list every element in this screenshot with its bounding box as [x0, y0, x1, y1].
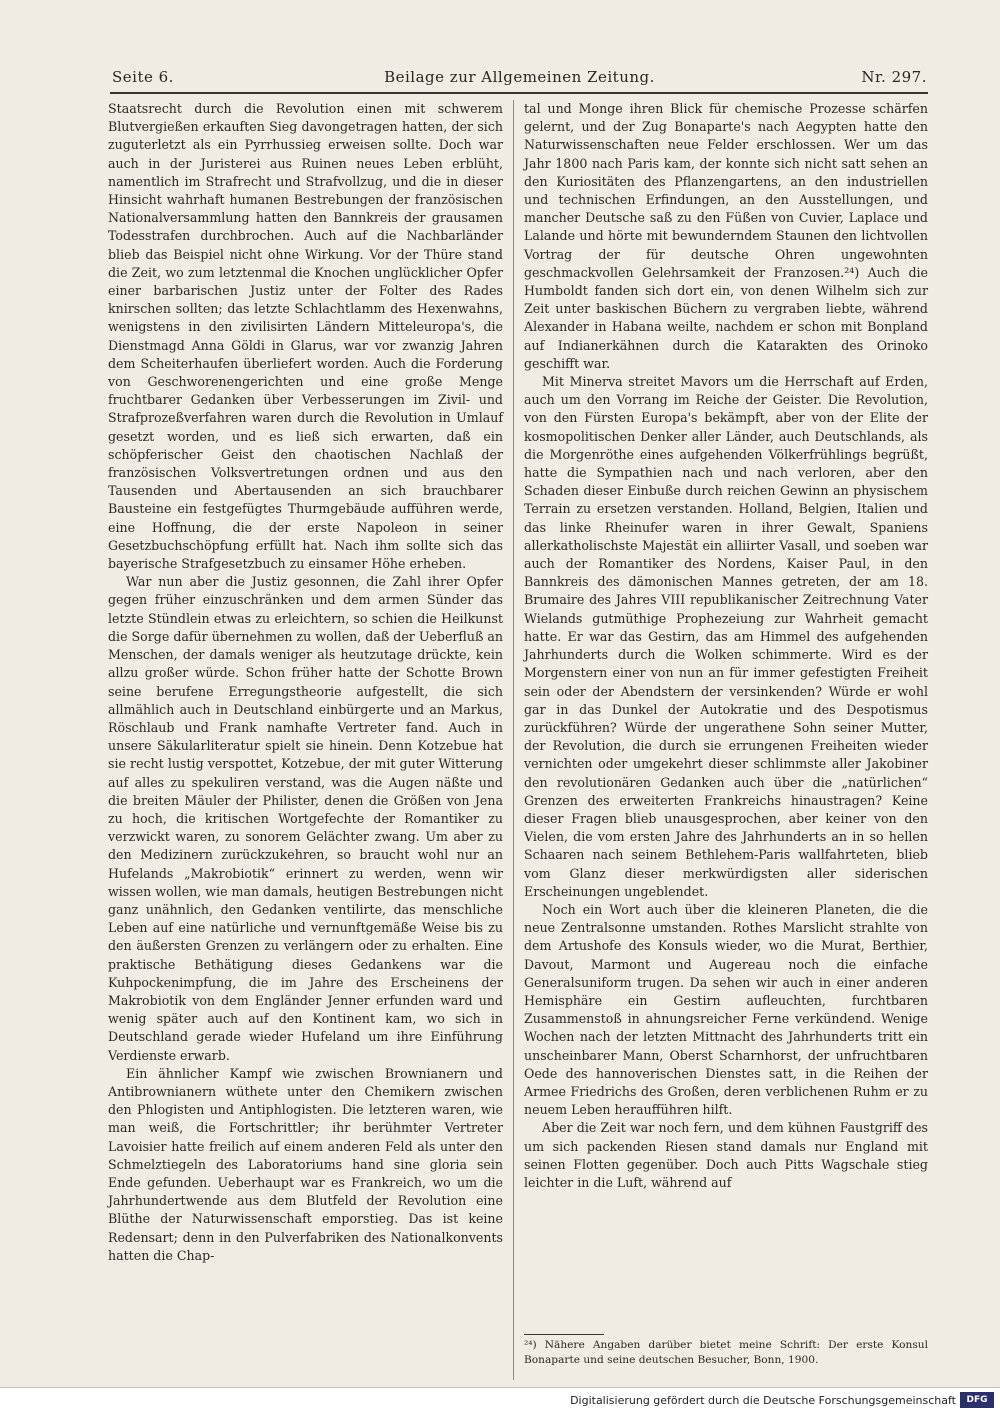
page-header	[112, 64, 927, 90]
digitization-footer	[0, 1387, 1000, 1414]
column-divider	[513, 100, 514, 1380]
footnote: ²⁴) Nähere Angaben darüber bietet meine Schrift: Der erste Konsul Bonaparte und seine deutschen Besucher, Bonn, 1900.	[524, 1339, 928, 1366]
footnote-rule	[524, 1334, 604, 1335]
left-column	[108, 100, 503, 1325]
paragraph: War nun aber die Justiz gesonnen, die Zahl ihrer Opfer gegen früher einzuschränken und dem armen Sünder das letzte Stündlein etwas zu erleichtern, so schien die Heilkunst die Sorge dafür übernehmen zu wollen, daß der Ueberfluß an Menschen, der damals weniger als heutzutage drückte, kein allzu großer würde. Schon früher hatte der Schotte Brown seine berufene Erregungstheorie aufgestellt, die sich allmählich auch in Deutschland einbürgerte und an Markus, Röschlaub und Frank namhafte Vertreter fand. Auch in unsere Säkularliteratur spielt sie hinein. Denn Kotzebue hat sie recht lustig verspottet, Kotzebue, der mit guter Witterung auf alles zu spekuliren verstand, was die Augen näßte und die breiten Mäuler der Philister, denen die Größen von Jena zu hoch, die kritischen Wortgefechte der Romantiker zu verzwickt waren, zu sonorem Gelächter zwang. Um aber zu den Medizinern zurückzukehren, so braucht wohl nur an Hufelands „Makrobiotik“ erinnert zu werden, wenn wir wissen wollen, wie man damals, heutigen Bestrebungen nicht ganz unähnlich, den Gedanken ventilirte, das menschliche Leben auf eine natürliche und vernunftgemäße Weise bis zu den äußersten Grenzen zu verlängern oder zu erhalten. Eine praktische Bethätigung dieses Gedankens war die Kuhpockenimpfung, die im Jahre des Erscheinens der Makrobiotik von dem Engländer Jenner erfunden ward und wenig später auch auf den Kontinent kam, wo sich in Deutschland gerade wieder Hufeland um ihre Einführung Verdienste erwarb.	[108, 574, 504, 1063]
page-number: Seite 6.	[112, 68, 174, 86]
supplement-title: Beilage zur Allgemeinen Zeitung.	[384, 68, 655, 86]
paragraph: Ein ähnlicher Kampf wie zwischen Brownianern und Antibrownianern wüthete unter den Chemikern zwischen den Phlogisten und Antiphlogisten. Die letzteren waren, wie man weiß, die Fortschrittler; ihr berühmter Vertreter Lavoisier hatte freilich auf einem anderen Feld als unter den Schmelztiegeln des Laboratoriums hand sine gloria sein Ende gefunden. Ueberhaupt war es Frankreich, wo um die Jahrhundertwende aus dem Blutfeld der Revolution eine Blüthe der Naturwissenschaft emporstieg. Das ist keine Redensart; denn in den Pulverfabriken des Nationalkonvents hatten die Chap-	[108, 1065, 503, 1263]
paragraph: Noch ein Wort auch über die kleineren Planeten, die die neue Zentralsonne umstanden. Rothes Marslicht strahlte von dem Artushofe des Konsuls wieder, wo die Murat, Berthier, Davout, Marmont und Augereau noch die einfache Generalsuniform trugen. Da sehen wir auch in einer anderen Hemisphäre ein Gestirn aufleuchten, furchtbaren Zusammenstoß in ahnungsreicher Ferne verkündend. Wenige Wochen nach der letzten Mittnacht des Jahrhunderts tritt ein unscheinbarer Mann, Oberst Scharnhorst, der unfruchtbaren Oede des hannoverischen Dienstes satt, in die Reihen der Armee Friedrichs des Großen, deren verblichenen Ruhm er zu neuem Leben heraufführen hilft.	[524, 901, 928, 1118]
paragraph: Staatsrecht durch die Revolution einen mit schwerem Blutvergießen erkauften Sieg davongetragen hatten, der sich zuguterletzt als ein Pyrrhussieg erweisen sollte. Doch war auch in der Juristerei aus Ruinen neues Leben erblüht, namentlich im Strafrecht und Strafvollzug, und die in dieser Hinsicht wahrhaft humanen Bestrebungen der französischen Nationalversammlung hatten den Bannkreis der grausamen Todesstrafen durchbrochen. Auch auf die Nachbarländer blieb das Beispiel nicht ohne Wirkung. Vor der Thüre stand die Zeit, wo zum letztenmal die Knochen unglücklicher Opfer einer barbarischen Justiz unter der Folter des Rades knirschen sollten; das letzte Schlachtlamm des Hexenwahns, wenigstens in den zivilisirten Ländern Mitteleuropa's, die Dienstmagd Anna Göldi in Glarus, war vor zwanzig Jahren dem Scheiterhaufen überliefert worden. Auch die Forderung von Geschworenengerichten und eine große Menge fruchtbarer Gedanken über Verbesserungen im Zivil- und Strafprozeßverfahren waren durch die Revolution in Umlauf gesetzt worden, und es ließ sich erwarten, daß ein schöpferischer Geist den chaotischen Nachlaß der französischen Volksvertretungen ordnen und aus den Tausenden und Abertausenden an sich brauchbarer Bausteine ein festgefügtes Thurmgebäude aufführen werde, eine Hoffnung, die der erste Napoleon in seiner Gesetzbuchschöpfung erfüllt hat. Nach ihm sollte sich das bayerische Strafgesetzbuch zu einsamer Höhe erheben.	[108, 101, 503, 572]
dfg-logo-icon: DFG	[960, 1392, 994, 1408]
right-column	[524, 100, 928, 1325]
header-rule	[110, 92, 928, 94]
issue-number: Nr. 297.	[861, 68, 927, 86]
paragraph: tal und Monge ihren Blick für chemische Prozesse schärfen gelernt, und der Zug Bonaparte's nach Aegypten hatte den Naturwissenschaften neue Felder erschlossen. Wer um das Jahr 1800 nach Paris kam, der konnte sich nicht satt sehen an den Kuriositäten des Pflanzengartens, an den industriellen und technischen Erfindungen, an den Ausstellungen, und mancher Deutsche saß zu den Füßen von Cuvier, Laplace und Lalande und hörte mit bewunderndem Staunen den lichtvollen Vortrag der für deutsche Ohren ungewohnten geschmackvollen Gelehrsamkeit der Franzosen.²⁴) Auch die Humboldt fanden sich dort ein, von denen Wilhelm sich zur Zeit unter baskischen Büchern zu vergraben liebte, während Alexander in Habana weilte, nachdem er schon mit Bonpland auf Indianerkähnen durch die Katarakten des Orinoko geschifft war.	[524, 101, 928, 371]
paragraph: Aber die Zeit war noch fern, und dem kühnen Faustgriff des um sich packenden Riesen stand damals nur England mit seinen Flotten gegenüber. Doch auch Pitts Wagschale stieg leichter in die Luft, während auf	[524, 1120, 928, 1190]
dfg-credit: Digitalisierung gefördert durch die Deutsche Forschungsgemeinschaft	[570, 1394, 956, 1407]
paragraph: Mit Minerva streitet Mavors um die Herrschaft auf Erden, auch um den Vorrang im Reiche der Geister. Die Revolution, von den Fürsten Europa's bekämpft, aber von der Elite der kosmopolitischen Denker aller Länder, auch Deutschlands, als die Morgenröthe eines aufgehenden Völkerfrühlings begrüßt, hatte die Sympathien nach und nach verloren, aber den Schaden dieser Einbuße durch reichen Gewinn an physischem Terrain zu ersetzen verstanden. Holland, Belgien, Italien und das linke Rheinufer waren in ihrer Gewalt, Spaniens allerkatholischste Majestät ein alliirter Vasall, und soeben war auch der Romantiker des Nordens, Kaiser Paul, in den Bannkreis des dämonischen Mannes getreten, der am 18. Brumaire des Jahres VIII republikanischer Zeitrechnung Vater Wielands gutmüthige Prophezeiung zur Wahrheit gemacht hatte. Er war das Gestirn, das am Himmel des aufgehenden Jahrhunderts durch die Wolken schimmerte. Wird es der Morgenstern einer von nun an für immer gefestigten Freiheit sein oder der Abendstern der versinkenden? Würde er wohl gar in das Dunkel der Autokratie und des Despotismus zurückführen? Würde der ungerathene Sohn seiner Mutter, der Revolution, die durch sie errungenen Freiheiten wieder vernichten oder umgekehrt dieser schlimmste aller Jakobiner den revolutionären Gedanken auch über die „natürlichen“ Grenzen des erweiterten Frankreichs hinaustragen? Keine dieser Fragen blieb unausgesprochen, aber keiner von den Vielen, die vom ersten Jahre des Jahrhunderts an in so hellen Schaaren nach seinem Bethlehem-Paris wallfahrteten, blieb vom Glanz dieser merkwürdigsten aller siderischen Erscheinungen ungeblendet.	[524, 374, 928, 899]
